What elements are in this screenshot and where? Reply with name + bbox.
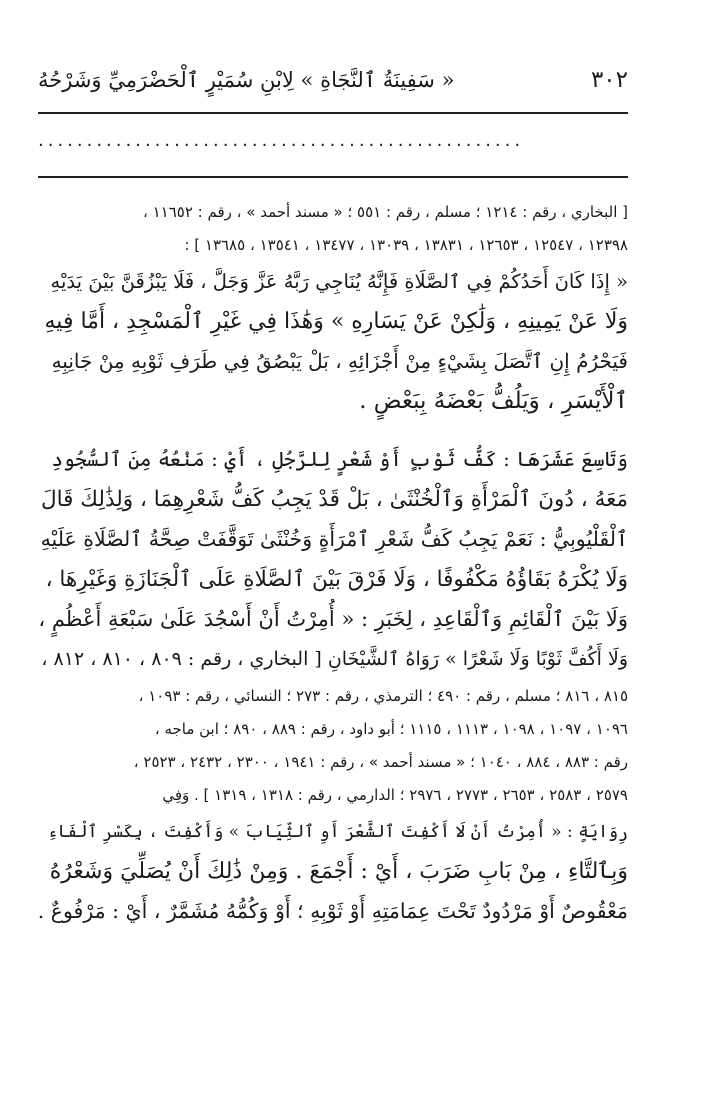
line-text: [ البخاري ، رقم : ١٢١٤ ؛ مسلم ، رقم : ٥٥١ ؛ « مسند أحمد » ، رقم : ١١٦٥٢ ،: [143, 202, 628, 221]
reference-line: [38, 228, 628, 261]
line-text: وَتَاسِعَ عَشَرَهَا : كَفُّ ثَوْبٍ أَوْ شَعْرٍ لِلرَّجُلِ ، أَيْ : مَنْعُهُ مِنَ ٱلسُّجُودِ: [51, 447, 628, 471]
text-line: [38, 891, 628, 931]
line-text: رقم : ٨٨٣ ، ٨٨٤ ، ١٠٤٠ ؛ « مسند أحمد » ، رقم : ١٩٤١ ، ٢٣٠٠ ، ٢٤٣٢ ، ٢٥٢٣ ،: [133, 752, 628, 771]
text-line: [38, 599, 628, 639]
line-text: ٢٥٧٩ ، ٢٥٨٣ ، ٢٦٥٣ ، ٢٧٧٣ ، ٢٩٧٦ ؛ الدارمي ، رقم : ١٣١٨ ، ١٣١٩ ] . وَفِي: [162, 785, 628, 804]
reference-line: [38, 745, 628, 778]
line-text: ١٢٣٩٨ ، ١٢٥٤٧ ، ١٢٦٥٣ ، ١٣٨٣١ ، ١٣٠٣٩ ، ١٣٤٧٧ ، ١٣٥٤١ ، ١٣٦٨٥ ] :: [184, 235, 628, 254]
text-line: [38, 439, 628, 479]
line-text: « إِذَا كَانَ أَحَدُكُمْ فِي ٱلصَّلَاةِ فَإِنَّهُ يُنَاجِي رَبَّهُ عَزَّ وَجَلَّ ، فَلَا يَبْزُقَنَّ بَيْنَ يَدَيْهِ: [50, 269, 628, 293]
reference-line: [38, 712, 628, 745]
page-number: ٣٠٢: [590, 67, 628, 93]
footnote-rule: [38, 176, 628, 178]
text-line: [38, 301, 628, 341]
text-line: [38, 851, 628, 891]
text-line: [38, 519, 628, 559]
text-line: [38, 479, 628, 519]
paragraph-gap: [38, 421, 628, 439]
reference-line: [38, 778, 628, 811]
line-text: وَلَا يُكْرَهُ بَقَاؤُهُ مَكْفُوفًا ، وَلَا فَرْقَ بَيْنَ ٱلصَّلَاةِ عَلَى ٱلْجَنَازَةِ وَغَيْرِهَا ،: [45, 566, 628, 592]
line-text: ٱلْقَلْيُوبِيُّ : نَعَمْ يَجِبُ كَفُّ شَعْرِ ٱمْرَأَةٍ وَخُنْثَىٰ تَوَقَّفَتْ صِحَّةُ ٱلصَّلَاةِ عَلَيْهِ: [40, 527, 628, 551]
line-text: وَلَا أَكُفَّ ثَوْبًا وَلَا شَعْرًا » رَوَاهُ ٱلشَّيْخَانِ [ البخاري ، رقم : ٨٠٩ ، ٨١٠ ، ٨١٢ ،: [41, 648, 628, 670]
header-rule: [38, 112, 628, 114]
line-text: ٨١٥ ، ٨١٦ ؛ مسلم ، رقم : ٤٩٠ ؛ الترمذي ، رقم : ٢٧٣ ؛ النسائي ، رقم : ١٠٩٣ ،: [138, 686, 628, 705]
text-line: [38, 341, 628, 381]
page-body: [38, 195, 628, 931]
line-text: مَعْقُوصٌ أَوْ مَرْدُودٌ تَحْتَ عِمَامَتِهِ أَوْ ثَوْبِهِ ؛ أَوْ وَكُمُّهُ مُشَمَّرٌ ، أَيْ : مَرْفُوعٌ .: [38, 899, 628, 923]
line-text: ١٠٩٦ ، ١٠٩٧ ، ١٠٩٨ ، ١١١٣ ، ١١١٥ ؛ أبو داود ، رقم : ٨٨٩ ، ٨٩٠ ؛ ابن ماجه ،: [154, 719, 628, 738]
line-text: وَبِٱلتَّاءِ ، مِنْ بَابِ ضَرَبَ ، أَيْ : أَجْمَعَ . وَمِنْ ذَٰلِكَ أَنْ يُصَلِّيَ وَشَعْرُهُ: [49, 858, 628, 884]
line-text: ٱلْأَيْسَرِ ، وَيَلُفُّ بَعْضَهُ بِبَعْضٍ .: [359, 388, 628, 414]
text-line: [38, 381, 628, 421]
line-text: فَيَحْرُمُ إِنِ ٱتَّصَلَ بِشَيْءٍ مِنْ أَجْزَائِهِ ، بَلْ يَبْصُقُ فِي طَرَفِ ثَوْبِهِ مِنْ جَانِبِهِ: [51, 349, 628, 373]
reference-line: [38, 679, 628, 712]
line-text: مَعَهُ ، دُونَ ٱلْمَرْأَةِ وَٱلْخُنْثَىٰ ، بَلْ قَدْ يَجِبُ كَفُّ شَعْرِهِمَا ، وَلِذَٰلِكَ قَالَ: [40, 486, 628, 512]
text-line: [38, 261, 628, 301]
line-text: وَلَا بَيْنَ ٱلْقَائِمِ وَٱلْقَاعِدِ ، لِخَبَرِ : « أُمِرْتُ أَنْ أَسْجُدَ عَلَىٰ سَبْعَةِ أَعْظُمٍ ،: [38, 607, 628, 631]
dotted-separator: ..................................................: [38, 130, 525, 151]
text-line: [38, 559, 628, 599]
running-title: « سَفِينَةُ ٱلنَّجَاةِ » لِابْنِ سُمَيْرٍ ٱلْحَضْرَمِيِّ وَشَرْحُهُ: [38, 68, 455, 92]
reference-line: [38, 195, 628, 228]
text-line: [38, 639, 628, 679]
line-text: وَلَا عَنْ يَمِينِهِ ، وَلَٰكِنْ عَنْ يَسَارِهِ » وَهَٰذَا فِي غَيْرِ ٱلْمَسْجِدِ ، أَمَّا فِيهِ: [44, 308, 628, 334]
text-line: [38, 811, 628, 851]
page-header: [38, 60, 628, 100]
line-text: رِوَايَةٍ : « أُمِرْتُ أَنْ لَا أَكْفِتَ ٱلشَّعْرَ أَوِ ٱلثِّيَابَ » وَأَكْفِتَ ، بِكَسْرِ ٱلْفَاءِ: [47, 821, 628, 842]
